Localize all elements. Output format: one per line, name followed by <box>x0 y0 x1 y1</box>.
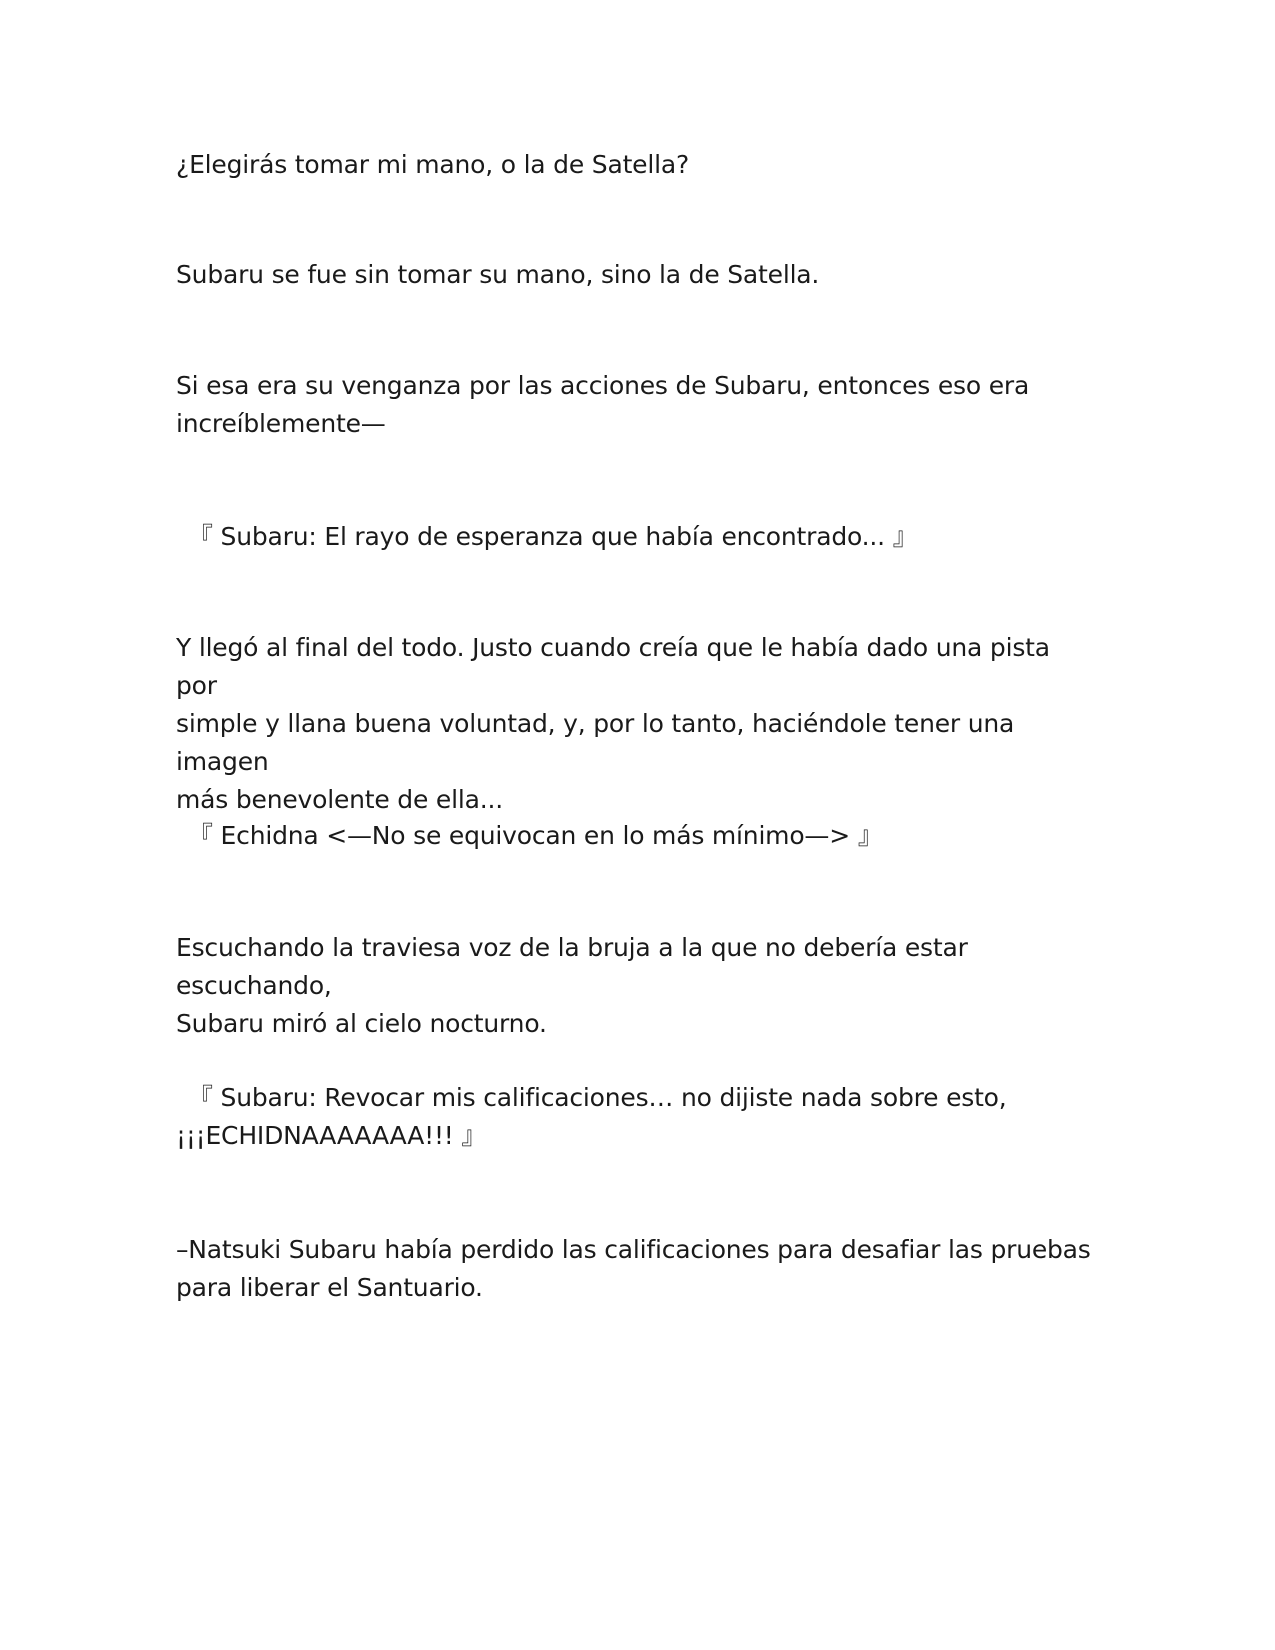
paragraph-3 <box>176 367 1096 443</box>
line: simple y llana buena voluntad, y, por lo tanto, haciéndole tener una imagen <box>176 709 1015 776</box>
paragraph-5 <box>176 629 1096 819</box>
line: increíblemente— <box>176 409 386 438</box>
dialogue-subaru-1 <box>188 518 1108 556</box>
paragraph-9 <box>176 1231 1096 1307</box>
line: 『 Subaru: El rayo de esperanza que había encontrado... 』 <box>188 522 918 551</box>
line: más benevolente de ella... <box>176 785 503 814</box>
paragraph-7 <box>176 929 1096 1043</box>
paragraph-1 <box>176 146 1096 184</box>
dialogue-echidna <box>188 817 1108 855</box>
line: 『 Echidna <—No se equivocan en lo más mínimo—> 』 <box>188 821 883 850</box>
dialogue-subaru-2 <box>176 1079 1108 1155</box>
line: Escuchando la traviesa voz de la bruja a la que no debería estar escuchando, <box>176 933 968 1000</box>
line: ¡¡¡ECHIDNAAAAAAA!!! 』 <box>176 1121 487 1150</box>
line: –Natsuki Subaru había perdido las calificaciones para desafiar las pruebas <box>176 1235 1091 1264</box>
line: Si esa era su venganza por las acciones de Subaru, entonces eso era <box>176 371 1030 400</box>
line: ¿Elegirás tomar mi mano, o la de Satella? <box>176 150 690 179</box>
line: 『 Subaru: Revocar mis calificaciones… no dijiste nada sobre esto, <box>188 1083 1007 1112</box>
line: para liberar el Santuario. <box>176 1273 483 1302</box>
line: Subaru se fue sin tomar su mano, sino la de Satella. <box>176 260 820 289</box>
line: Y llegó al final del todo. Justo cuando creía que le había dado una pista por <box>176 633 1050 700</box>
line: Subaru miró al cielo nocturno. <box>176 1009 547 1038</box>
paragraph-2 <box>176 256 1096 294</box>
